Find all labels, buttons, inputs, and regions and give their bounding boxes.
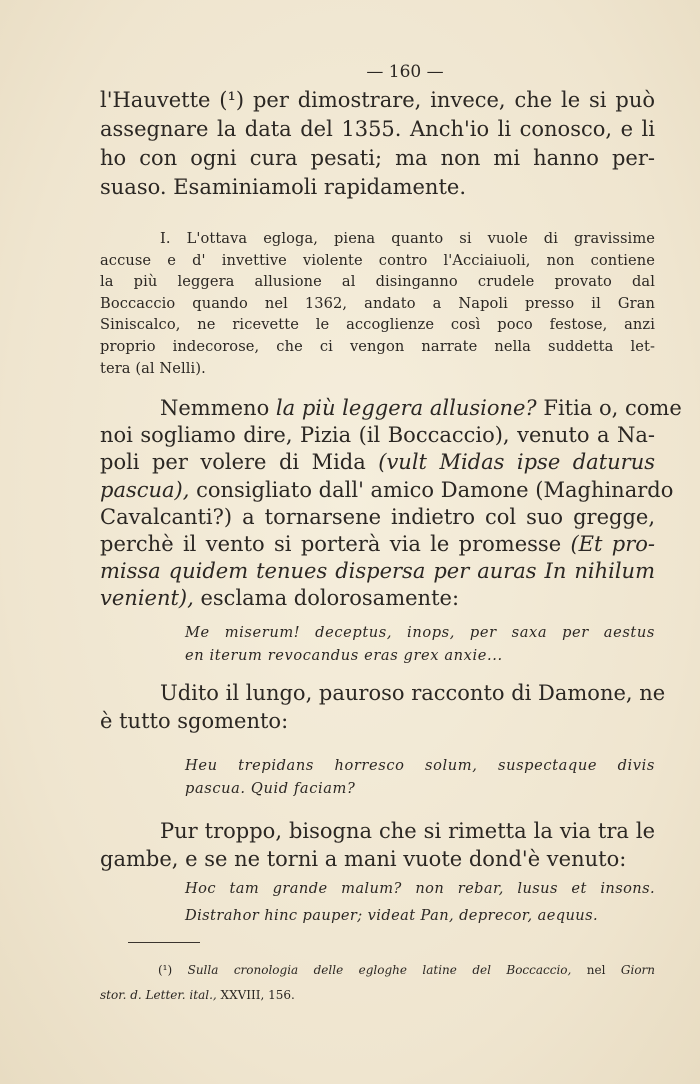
italic-text: Me miserum! deceptus, inops, per saxa per aestus [185, 624, 655, 641]
paragraph-main [100, 395, 682, 613]
italic-text: pascua), [100, 477, 190, 502]
italic-text: stor. d. Letter. ital., [100, 988, 217, 1002]
text-line [100, 173, 655, 202]
text: I. L'ottava egloga, piena quanto si vuole di gravissime [160, 230, 655, 247]
italic-text: missa quidem tenues dispersa per auras In nihilum [100, 559, 655, 584]
text: Cavalcanti?) a tornarsene indietro col suo gregge, [100, 504, 655, 529]
text-line [100, 271, 655, 293]
text: gambe, e se ne torni a mani vuote dond'è venuto: [100, 847, 627, 871]
text: perchè il vento si porterà via le promesse [100, 532, 571, 557]
text: Fitia o, come [536, 396, 682, 420]
text: accuse e d' invettive violente contro l'Acciaiuoli, non contiene [100, 251, 655, 269]
text: Boccaccio quando nel 1362, andato a Napoli presso il Gran [100, 294, 655, 312]
text: è tutto sgomento: [100, 709, 289, 733]
text: esclama dolorosamente: [193, 586, 460, 611]
text-line [100, 477, 674, 504]
text-line [100, 395, 682, 422]
italic-text: la più leggera allusione? [275, 396, 537, 420]
text: Nemmeno [160, 396, 276, 420]
text: Udito il lungo, pauroso racconto di Damone, ne [160, 681, 666, 705]
latin-quote [185, 754, 655, 800]
italic-text: pascua. Quid faciam? [185, 780, 356, 797]
text: proprio indecorose, che ci vengon narrate nella suddetta let- [100, 337, 655, 355]
text-line [185, 902, 655, 929]
text-line [100, 845, 655, 873]
text: suaso. Esaminiamoli rapidamente. [100, 175, 466, 199]
text: tera (al Nelli). [100, 359, 206, 377]
page-number: — 160 — [366, 62, 444, 82]
italic-text: Giorn [620, 963, 656, 977]
italic-text: Heu trepidans horresco solum, suspectaque divis [185, 757, 655, 774]
paragraph [100, 817, 655, 873]
paragraph-small-quoted [100, 228, 655, 379]
text: ho con ogni cura pesati; ma non mi hanno per- [100, 146, 655, 170]
text: (¹) [158, 963, 188, 977]
footnote-divider [128, 942, 200, 943]
text: l'Hauvette (¹) per dimostrare, invece, che le si può [100, 88, 655, 112]
text-line [185, 875, 655, 902]
text-line [100, 958, 655, 983]
text: Pur troppo, bisogna che si rimetta la via tra le [160, 819, 655, 843]
text: consigliato dall' amico Damone (Maghinardo [189, 477, 674, 502]
text-line [100, 115, 655, 144]
text: poli per volere di Mida [100, 450, 379, 475]
text: assegnare la data del 1355. Anch'io li conosco, e li [100, 117, 655, 141]
text-line [100, 336, 655, 358]
text-line [100, 228, 655, 250]
text-line [185, 777, 655, 800]
text-line [100, 144, 655, 173]
latin-quote [185, 622, 655, 667]
text-line [100, 504, 655, 531]
text: XXVIII, 156. [216, 988, 295, 1002]
text-line [100, 449, 655, 476]
text-line [185, 754, 655, 777]
text: la più leggera allusione al disinganno crudele provato dal [100, 273, 655, 291]
italic-text: Sulla cronologia delle egloghe latine del Boccaccio, [187, 963, 572, 977]
paragraph [100, 679, 666, 735]
text-line [100, 817, 655, 845]
text-line [100, 707, 655, 735]
italic-text: en iterum revocandus eras grex anxie... [185, 646, 503, 664]
italic-text: (vult Midas ipse daturus [378, 450, 655, 475]
text: nel [571, 963, 621, 977]
text-line [100, 679, 666, 707]
text-line [100, 422, 655, 449]
text-line [100, 293, 655, 315]
text-line [100, 983, 655, 1008]
text-line [100, 86, 655, 115]
text-line [100, 358, 655, 380]
footnote [100, 958, 655, 1008]
italic-text: Hoc tam grande malum? non rebar, lusus et insons. [185, 880, 655, 897]
text-line [100, 531, 655, 558]
text-line [185, 645, 655, 668]
text-line [100, 558, 655, 585]
italic-text: venient), [100, 586, 194, 611]
text: noi sogliamo dire, Pizia (il Boccaccio), venuto a Na- [100, 423, 655, 448]
text: Siniscalco, ne ricevette le accoglienze così poco festose, anzi [100, 316, 655, 334]
italic-text: Distrahor hinc pauper; videat Pan, deprecor, aequus. [185, 907, 599, 924]
text-line [185, 622, 655, 645]
italic-text: (Et pro- [570, 532, 655, 557]
paragraph-intro [100, 86, 655, 202]
latin-quote [185, 875, 655, 929]
text-line [100, 250, 655, 272]
text-line [100, 314, 655, 336]
text-line [100, 585, 655, 612]
